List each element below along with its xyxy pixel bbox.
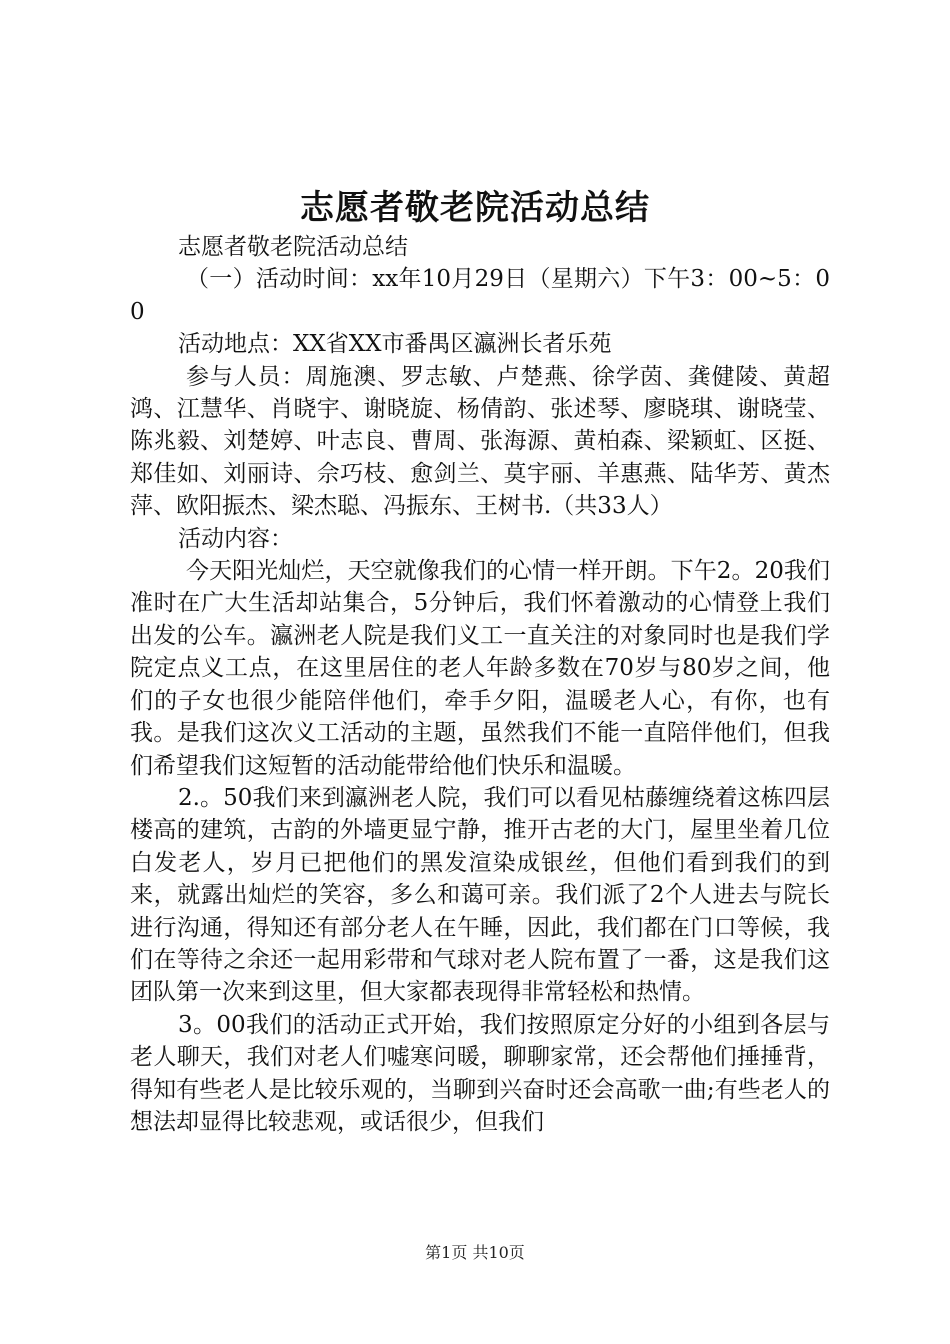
document-body: [130, 231, 830, 1138]
paragraph-content-2: 2.。50我们来到瀛洲老人院，我们可以看见枯藤缠绕着这栋四层楼高的建筑，古韵的外墙更显宁静，推开古老的大门，屋里坐着几位白发老人，岁月已把他们的黑发渲染成银丝，但他们看到我们的到来，就露出灿烂的笑容，多么和蔼可亲。我们派了2个人进去与院长进行沟通，得知还有部分老人在午睡，因此，我们都在门口等候，我们在等待之余还一起用彩带和气球对老人院布置了一番，这是我们这团队第一次来到这里，但大家都表现得非常轻松和热情。: [130, 784, 830, 1006]
paragraph-activity-content-heading: 活动内容：: [178, 525, 293, 552]
paragraph-content-3: 3。00我们的活动正式开始，我们按照原定分好的小组到各层与老人聊天，我们对老人们嘘寒问暖，聊聊家常，还会帮他们捶捶背，得知有些老人是比较乐观的，当聊到兴奋时还会高歌一曲;有些老人的想法却显得比较悲观，或话很少，但我们: [130, 1011, 830, 1135]
document-title: 志愿者敬老院活动总结: [300, 188, 650, 228]
paragraph-activity-time: （一）活动时间：xx年10月29日（星期六）下午3：00~5：00: [130, 266, 830, 325]
paragraph-participants: 参与人员：周施澳、罗志敏、卢楚燕、徐学茵、龚健陵、黄超鸿、江慧华、肖晓宇、谢晓旋、杨倩韵、张述琴、廖晓琪、谢晓莹、陈兆毅、刘楚婷、叶志良、曹周、张海源、黄柏森、梁颖虹、区挺、郑佳如、刘丽诗、佘巧枝、愈剑兰、莫宇丽、羊惠燕、陆华芳、黄杰萍、欧阳振杰、梁杰聪、冯振东、王树书.（共33人）: [130, 363, 830, 520]
paragraph-subtitle: 志愿者敬老院活动总结: [178, 234, 408, 260]
page-footer: 第1页 共10页: [425, 1243, 525, 1262]
paragraph-content-1: 今天阳光灿烂，天空就像我们的心情一样开朗。下午2。20我们准时在广大生活却站集合，5分钟后，我们怀着激动的心情登上我们出发的公车。瀛洲老人院是我们义工一直关注的对象同时也是我们学院定点义工点，在这里居住的老人年龄多数在70岁与80岁之间，他们的子女也很少能陪伴他们，牵手夕阳，温暖老人心，有你，也有我。是我们这次义工活动的主题，虽然我们不能一直陪伴他们，但我们希望我们这短暂的活动能带给他们快乐和温暖。: [130, 558, 830, 779]
paragraph-activity-location: 活动地点：XX省XX市番禺区瀛洲长者乐苑: [178, 331, 612, 358]
